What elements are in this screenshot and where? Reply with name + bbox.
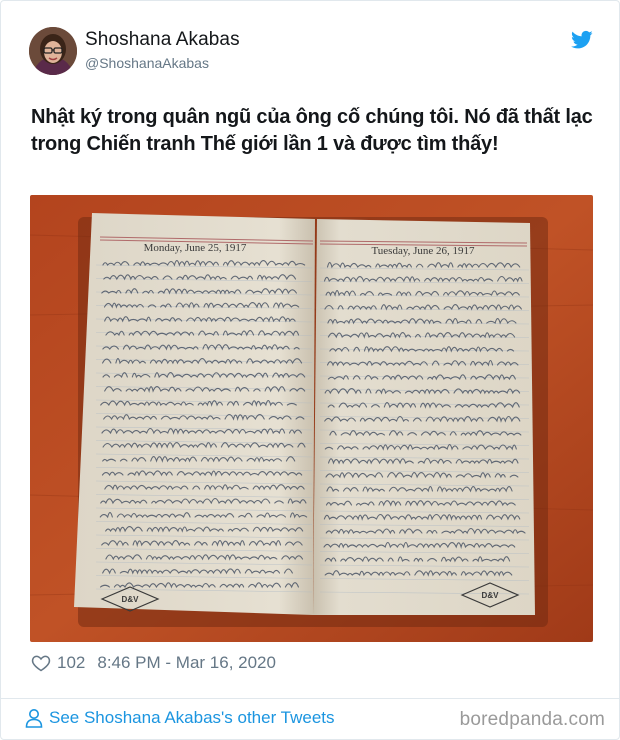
right-page-date: Tuesday, June 26, 1917 (371, 245, 475, 257)
like-count[interactable]: 102 (57, 653, 86, 672)
author-avatar[interactable] (29, 27, 77, 75)
divider (1, 698, 620, 699)
see-other-tweets-label[interactable]: See Shoshana Akabas's other Tweets (49, 708, 335, 727)
tweet-meta (31, 652, 276, 674)
left-page-date: Monday, June 25, 1917 (143, 242, 247, 254)
user-icon (25, 708, 43, 728)
author-display-name[interactable]: Shoshana Akabas (85, 29, 240, 50)
tweet-timestamp[interactable]: 8:46 PM - Mar 16, 2020 (97, 653, 276, 672)
author-names (85, 29, 240, 71)
tweet-header (29, 27, 599, 79)
watermark: boredpanda.com (459, 709, 605, 730)
left-stamp-label: D&V (121, 595, 139, 604)
twitter-bird-icon[interactable] (571, 30, 593, 50)
right-stamp-label: D&V (481, 591, 499, 600)
heart-icon[interactable] (31, 653, 51, 673)
author-handle[interactable]: @ShoshanaAkabas (85, 55, 209, 71)
tweet-photo[interactable] (30, 195, 593, 642)
see-other-tweets-link[interactable] (25, 708, 335, 728)
tweet-text: Nhật ký trong quân ngũ của ông cố chúng tôi. Nó đã thất lạc trong Chiến tranh Thế giới lần 1 và được tìm thấy! (31, 106, 593, 155)
